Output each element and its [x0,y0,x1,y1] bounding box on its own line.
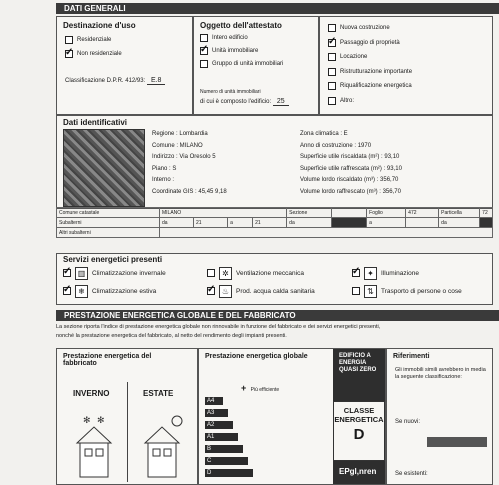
numero-label: Numero di unità immobiliari [200,89,261,95]
comune-catastale-value: MILANO [160,208,287,218]
servizi-box [56,253,493,305]
oggetto-item [200,59,283,69]
catasto-row-subalterni [57,218,493,228]
classe-value: D [353,426,365,443]
classificazione-label: Classificazione D.P.R. 412/93: [65,78,146,84]
composto-value[interactable]: 25 [273,98,289,106]
cell-empty [406,218,439,228]
house-winter-icon [69,413,119,479]
motivo-item [328,81,412,91]
destinazione-title: Destinazione d'uso [63,21,136,30]
superficie-raffrescata: Superficie utile raffrescata (m²) : 93,10 [300,165,402,172]
fabbricato-box [56,348,198,485]
servizi-title: Servizi energetici presenti [63,255,163,264]
motivo-checkbox[interactable] [328,82,336,90]
servizio-label: Prod. acqua calda sanitaria [236,287,315,295]
destinazione-label: Residenziale [77,37,112,43]
oggetto-box [193,16,319,115]
classificazione-value[interactable]: E.8 [147,77,166,85]
elevator-icon: ⇅ [364,285,377,298]
motivo-checkbox[interactable] [328,53,336,61]
foglio-label: Foglio [367,208,406,218]
comune-catastale-label: Comune catastale [57,208,160,218]
servizio-item [63,268,166,278]
destinazione-checkbox[interactable] [65,50,73,58]
motivo-label: Locazione [340,54,368,60]
servizio-checkbox[interactable] [352,287,360,295]
motivo-label: Passaggio di proprietà [340,39,400,46]
altri-subalterni-label: Altri subalterni [57,228,160,238]
servizio-label: Trasporto di persone o cose [381,287,462,295]
fabbricato-title: Prestazione energetica del fabbricato [63,353,152,367]
svg-text:✻: ✻ [83,415,91,425]
comune: Comune : MILANO [152,142,203,149]
oggetto-label: Intero edificio [212,35,248,41]
identificativi-box [56,115,493,209]
regione: Regione : Lombardia [152,131,208,137]
oggetto-label: Unità immobiliare [212,48,259,54]
da-label: da [160,218,194,228]
composto-label: di cui è composto l'edificio: [200,99,272,105]
foglio-value: 472 [406,208,439,218]
interno: Interno : [152,177,175,183]
radiator-icon: ▥ [75,267,88,280]
sub-to: 21 [253,218,287,228]
motivo-item [328,52,367,62]
energy-class-bar: A3 [205,409,228,417]
classe-label: CLASSE ENERGETICA [334,406,384,424]
altri-subalterni-value [160,228,493,238]
classe-box [333,401,385,461]
motivo-label: Ristrutturazione importante [340,68,413,75]
servizio-checkbox[interactable] [352,269,360,277]
servizio-item [352,268,419,278]
zona-climatica: Zona climatica : E [300,131,348,137]
destinazione-label: Non residenziale [77,51,122,57]
subalterni-label: Subalterni [57,218,160,228]
motivo-item [328,67,412,77]
house-summer-icon [137,413,187,479]
energy-class-bar: A2 [205,421,233,429]
se-nuovi-label: Se nuovi: [395,419,421,425]
servizio-checkbox[interactable] [207,269,215,277]
motivo-item [328,23,390,33]
section-header-prestazione [56,310,499,321]
volume-riscaldato: Volume lordo riscaldato (m³) : 356,70 [300,177,399,183]
energy-class-bar: C [205,457,248,465]
motivo-label: Riqualificazione energetica [340,83,412,89]
oggetto-title: Oggetto dell'attestato [200,21,282,30]
ep-label: EPgl,nren [339,467,377,476]
divider [127,382,128,482]
servizio-label: Climatizzazione invernale [92,269,166,277]
catasto-row-altri [57,228,493,238]
motivo-checkbox[interactable] [328,39,336,47]
identificativi-title: Dati identificativi [63,118,128,127]
classificazione-row [65,77,165,84]
anno-costruzione: Anno di costruzione : 1970 [300,142,372,149]
indirizzo: Indirizzo : Via Oresolo 5 [152,154,216,160]
globale-box [198,348,386,485]
prestazione-intro-2: nonché la prestazione energetica del fabbricato, al netto del rendimento degli impianti presenti. [56,333,287,339]
identificativi-right [300,129,402,198]
edificio-label: EDIFICIO A ENERGIA QUASI ZERO [339,353,377,373]
particella-label: Particella [439,208,480,218]
energy-class-bar: B [205,445,243,453]
se-nuovi-bar [427,437,487,447]
a-label: a [228,218,253,228]
servizio-label: Illuminazione [381,269,419,277]
globale-title: Prestazione energetica globale [205,353,308,360]
oggetto-label: Gruppo di unità immobiliari [212,61,284,67]
particella-value: 72 [480,208,493,218]
destinazione-checkbox[interactable] [65,36,73,44]
cell-shaded-2 [480,218,493,228]
riferimenti-box [386,348,493,485]
servizio-item [207,286,315,296]
section-title: DATI GENERALI [64,4,126,13]
oggetto-item [200,33,248,43]
motivo-checkbox[interactable] [328,97,336,105]
servizio-item [207,268,304,278]
a-label-2: a [367,218,406,228]
energy-class-bar: D [205,469,253,477]
riferimenti-text: Gli immobili simili avrebbero in media la seguente classificazione: [395,367,486,380]
oggetto-checkbox[interactable] [200,47,208,55]
aerial-photo [63,129,145,207]
piu-efficiente-row [241,383,279,393]
servizio-checkbox[interactable] [63,269,71,277]
da-label-3: da [439,218,480,228]
riferimenti-title: Riferimenti [393,353,430,360]
servizio-item [63,286,156,296]
section-header-dati-generali [56,3,499,14]
energy-class-bar: A1 [205,433,238,441]
estate-label: ESTATE [143,389,174,398]
sub-from: 21 [194,218,228,228]
cell-shaded [332,218,367,228]
superficie-riscaldata: Superficie utile riscaldata (m²) : 93,10 [300,154,400,160]
se-esistenti-label: Se esistenti: [395,471,428,477]
piu-efficiente-label: Più efficiente [250,387,280,393]
servizio-checkbox[interactable] [207,287,215,295]
servizio-label: Climatizzazione estiva [92,287,157,295]
destinazione-item [65,49,122,59]
fan-icon: ✲ [219,267,232,280]
coordinate: Coordinate GIS : 45,45 9,18 [152,188,227,195]
motivo-label: Altro: [340,97,355,104]
motivo-item [328,38,400,48]
volume-raffrescato: Volume lordo raffrescato (m³) : 356,70 [300,188,401,195]
destinazione-box [56,16,193,115]
motivo-checkbox[interactable] [328,24,336,32]
sezione-label: Sezione [287,208,332,218]
motivo-checkbox[interactable] [328,68,336,76]
oggetto-checkbox[interactable] [200,60,208,68]
motivo-label: Nuova costruzione [340,25,390,31]
plus-icon: + [241,383,247,393]
snowflake-icon: ❄ [75,285,88,298]
prestazione-title: PRESTAZIONE ENERGETICA GLOBALE E DEL FABBRICATO [64,311,296,320]
piano: Piano : S [152,165,177,172]
prestazione-intro-1: La sezione riporta l'indice di prestazione energetica globale non rinnovabile in funzione del fabbricato e dei servizi energetici presenti, [56,324,381,330]
inverno-label: INVERNO [73,389,110,398]
composto-row [200,98,289,105]
motivo-box [319,16,493,115]
energy-class-bar: A4 [205,397,223,405]
servizio-checkbox[interactable] [63,287,71,295]
servizio-item [352,286,462,296]
bulb-icon: ✦ [364,267,377,280]
catasto-row-comune [57,208,493,218]
oggetto-item [200,46,258,56]
oggetto-checkbox[interactable] [200,34,208,42]
destinazione-item [65,35,111,45]
sezione-value [332,208,367,218]
svg-text:✻: ✻ [97,415,105,425]
catasto-table [56,207,493,238]
identificativi-left [152,129,227,198]
da-label-2: da [287,218,332,228]
servizio-label: Ventilazione meccanica [236,269,304,277]
tap-icon: ♨ [219,285,232,298]
motivo-item [328,96,354,106]
